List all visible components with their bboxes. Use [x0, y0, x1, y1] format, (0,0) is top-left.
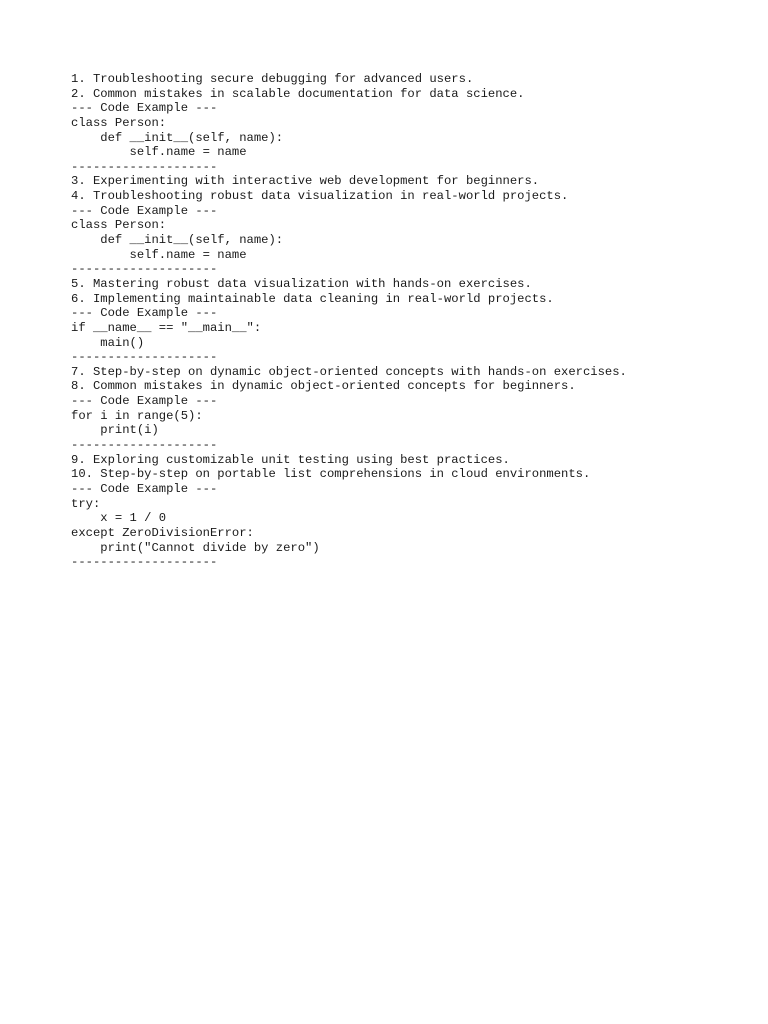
list-item: 4. Troubleshooting robust data visualization in real-world projects. — [71, 189, 569, 204]
code-line: def __init__(self, name): — [71, 233, 284, 248]
code-line: print(i) — [71, 423, 159, 438]
code-line: self.name = name — [71, 247, 247, 262]
code-line: try: — [71, 496, 101, 511]
list-item: 5. Mastering robust data visualization with hands-on exercises. — [71, 276, 532, 291]
list-item: 8. Common mistakes in dynamic object-oriented concepts for beginners. — [71, 379, 576, 394]
list-item: 10. Step-by-step on portable list comprehensions in cloud environments. — [71, 467, 591, 482]
code-line: class Person: — [71, 115, 167, 130]
code-line: except ZeroDivisionError: — [71, 525, 254, 540]
code-line: def __init__(self, name): — [71, 130, 284, 145]
separator: -------------------- — [71, 159, 218, 174]
separator: -------------------- — [71, 555, 218, 570]
code-line: self.name = name — [71, 145, 247, 160]
list-item: 1. Troubleshooting secure debugging for advanced users. — [71, 72, 474, 86]
list-item: 2. Common mistakes in scalable documentation for data science. — [71, 86, 525, 101]
separator: -------------------- — [71, 350, 218, 365]
code-example-header: --- Code Example --- — [71, 101, 218, 116]
separator: -------------------- — [71, 438, 218, 453]
list-item: 3. Experimenting with interactive web development for beginners. — [71, 174, 540, 189]
code-line: main() — [71, 335, 145, 350]
code-line: print("Cannot divide by zero") — [71, 540, 320, 555]
code-line: for i in range(5): — [71, 408, 203, 423]
code-line: x = 1 / 0 — [71, 511, 167, 526]
list-item: 6. Implementing maintainable data cleaning in real-world projects. — [71, 291, 554, 306]
separator: -------------------- — [71, 262, 218, 277]
list-item: 7. Step-by-step on dynamic object-oriented concepts with hands-on exercises. — [71, 364, 627, 379]
list-item: 9. Exploring customizable unit testing using best practices. — [71, 452, 510, 467]
document-page — [71, 72, 751, 570]
code-line: class Person: — [71, 218, 167, 233]
code-example-header: --- Code Example --- — [71, 394, 218, 409]
code-example-header: --- Code Example --- — [71, 306, 218, 321]
code-line: if __name__ == "__main__": — [71, 320, 262, 335]
code-example-header: --- Code Example --- — [71, 203, 218, 218]
code-example-header: --- Code Example --- — [71, 481, 218, 496]
